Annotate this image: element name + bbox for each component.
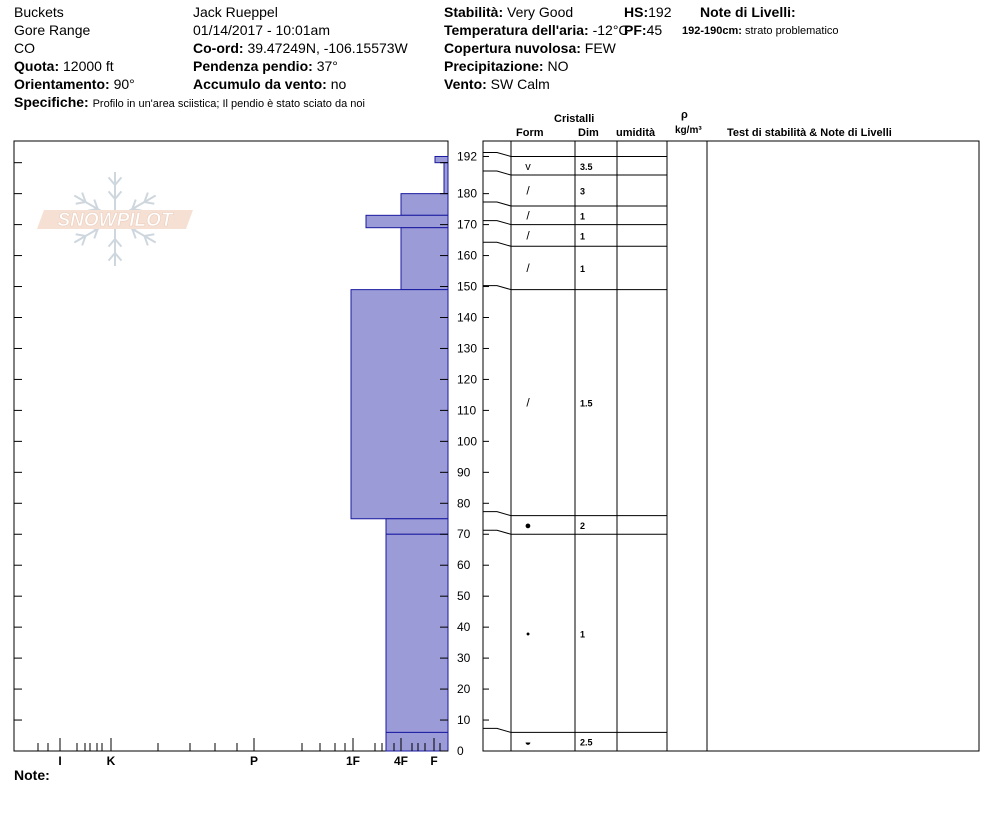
crystal-table-frame	[483, 141, 979, 751]
hardness-tick-label: I	[58, 754, 62, 768]
crystal-form-symbol: /	[526, 228, 530, 243]
crystal-size: 1	[580, 211, 586, 222]
range: Gore Range	[14, 22, 91, 38]
coord-label: Co-ord:	[193, 40, 244, 56]
crystal-form-symbol: /	[526, 208, 530, 223]
air-temp-label: Temperatura dell'aria:	[444, 22, 589, 38]
crystal-form-symbol: ◒	[524, 736, 532, 749]
crystal-size: 2	[580, 520, 586, 531]
cloud-value: FEW	[584, 40, 616, 56]
hs-label: HS:	[624, 4, 649, 20]
hardness-bar	[386, 732, 448, 751]
crystal-size: 3.5	[580, 161, 593, 172]
cloud-label: Copertura nuvolosa:	[444, 40, 581, 56]
depth-label: 90	[457, 465, 471, 480]
layer-note-range: 192-190cm:	[682, 25, 742, 37]
wind-label: Vento:	[444, 76, 487, 92]
hs-value: 192	[648, 4, 672, 20]
depth-label: 140	[457, 310, 478, 325]
aspect-value: 90°	[113, 76, 135, 92]
hardness-bar	[386, 519, 448, 534]
elevation-value: 12000 ft	[63, 58, 114, 74]
crystal-size: 1	[580, 263, 586, 274]
wind-load-label: Accumulo da vento:	[193, 76, 327, 92]
crystal-size: 2.5	[580, 737, 593, 748]
wind-value: SW Calm	[490, 76, 550, 92]
pf-value: 45	[646, 22, 663, 38]
col-rho: ρ	[681, 109, 688, 121]
depth-label: 192	[457, 149, 478, 164]
depth-label: 130	[457, 341, 478, 356]
depth-axis	[457, 149, 489, 758]
depth-label: 20	[457, 682, 471, 697]
depth-label: 110	[457, 403, 477, 418]
hardness-bar	[366, 215, 448, 227]
stability-label: Stabilità:	[444, 4, 504, 20]
crystal-form-symbol: /	[526, 183, 530, 198]
notes-label: Note:	[14, 767, 50, 783]
depth-label: 160	[457, 248, 478, 263]
hardness-bars	[351, 156, 448, 751]
crystal-size: 3	[580, 186, 586, 197]
specifics-label: Specifiche:	[14, 94, 89, 110]
col-humidity: umidità	[616, 127, 656, 139]
col-density-unit: kg/m³	[675, 125, 702, 136]
hardness-tick-label: F	[430, 754, 438, 768]
layer-notes-label: Note di Livelli:	[700, 4, 796, 20]
layer-connector	[483, 202, 511, 206]
coord-value: 39.47249N, -106.15573W	[247, 40, 408, 56]
crystal-form-symbol: /	[526, 395, 530, 410]
hardness-bar	[351, 290, 448, 519]
col-crystals: Cristalli	[554, 113, 595, 125]
crystal-size: 1.5	[580, 398, 593, 409]
hardness-axis	[38, 738, 440, 768]
observer: Jack Rueppel	[193, 4, 278, 20]
depth-label: 170	[457, 217, 478, 232]
col-size: Dim	[578, 127, 599, 139]
depth-label: 10	[457, 713, 471, 728]
specifics-text: Profilo in un'area sciistica; Il pendio è stato sciato da noi	[92, 98, 365, 110]
depth-label: 30	[457, 651, 471, 666]
crystal-form-symbol: ●	[524, 519, 532, 532]
layer-connector	[483, 512, 511, 516]
crystal-form-symbol: /	[526, 260, 530, 275]
col-stability-tests: Test di stabilità & Note di Livelli	[727, 127, 892, 139]
depth-label: 50	[457, 589, 471, 604]
hardness-tick-label: 4F	[393, 754, 409, 768]
pf-label: PF:	[624, 22, 647, 38]
slope-label: Pendenza pendio:	[193, 58, 313, 74]
col-form: Form	[516, 127, 544, 139]
hardness-tick-label: P	[249, 754, 259, 768]
hardness-bar	[386, 534, 448, 732]
layer-connector	[483, 242, 511, 246]
hardness-tick-label: 1F	[345, 754, 361, 768]
aspect-label: Orientamento:	[14, 76, 110, 92]
snowpilot-watermark	[37, 172, 193, 266]
crystal-form-symbol: v	[525, 160, 531, 173]
depth-label: 180	[457, 186, 478, 201]
depth-label: 80	[457, 496, 471, 511]
slope-value: 37°	[316, 58, 338, 74]
air-temp-value: -12°C	[592, 22, 629, 38]
datetime: 01/14/2017 - 10:01am	[193, 22, 330, 38]
precip-value: NO	[547, 58, 569, 74]
layer-connector	[483, 171, 511, 175]
hardness-tick-label: K	[106, 754, 116, 768]
precip-label: Precipitazione:	[444, 58, 544, 74]
depth-label: 100	[457, 434, 478, 449]
svg-text:SNOWPILOT: SNOWPILOT	[57, 210, 173, 231]
hardness-bar	[401, 228, 448, 290]
crystal-size: 1	[580, 231, 586, 242]
stability-value: Very Good	[507, 4, 574, 20]
hardness-bar	[401, 194, 448, 216]
depth-label: 70	[457, 527, 471, 542]
depth-label: 120	[457, 372, 478, 387]
layer-connector	[483, 530, 511, 534]
layer-note-text: strato problematico	[745, 25, 839, 37]
layer-connector	[483, 221, 511, 225]
depth-label: 60	[457, 558, 471, 573]
hardness-bar	[435, 156, 448, 162]
location: Buckets	[14, 4, 64, 20]
wind-load-value: no	[330, 76, 347, 92]
layer-connector	[483, 728, 511, 732]
depth-label: 40	[457, 620, 471, 635]
layer-connector	[483, 152, 511, 156]
hardness-bar	[444, 163, 448, 194]
elevation-label: Quota:	[14, 58, 60, 74]
crystal-form-symbol: •	[526, 628, 530, 641]
depth-label: 0	[457, 744, 464, 758]
state: CO	[14, 40, 35, 56]
crystal-size: 1	[580, 629, 586, 640]
depth-label: 150	[457, 279, 478, 294]
